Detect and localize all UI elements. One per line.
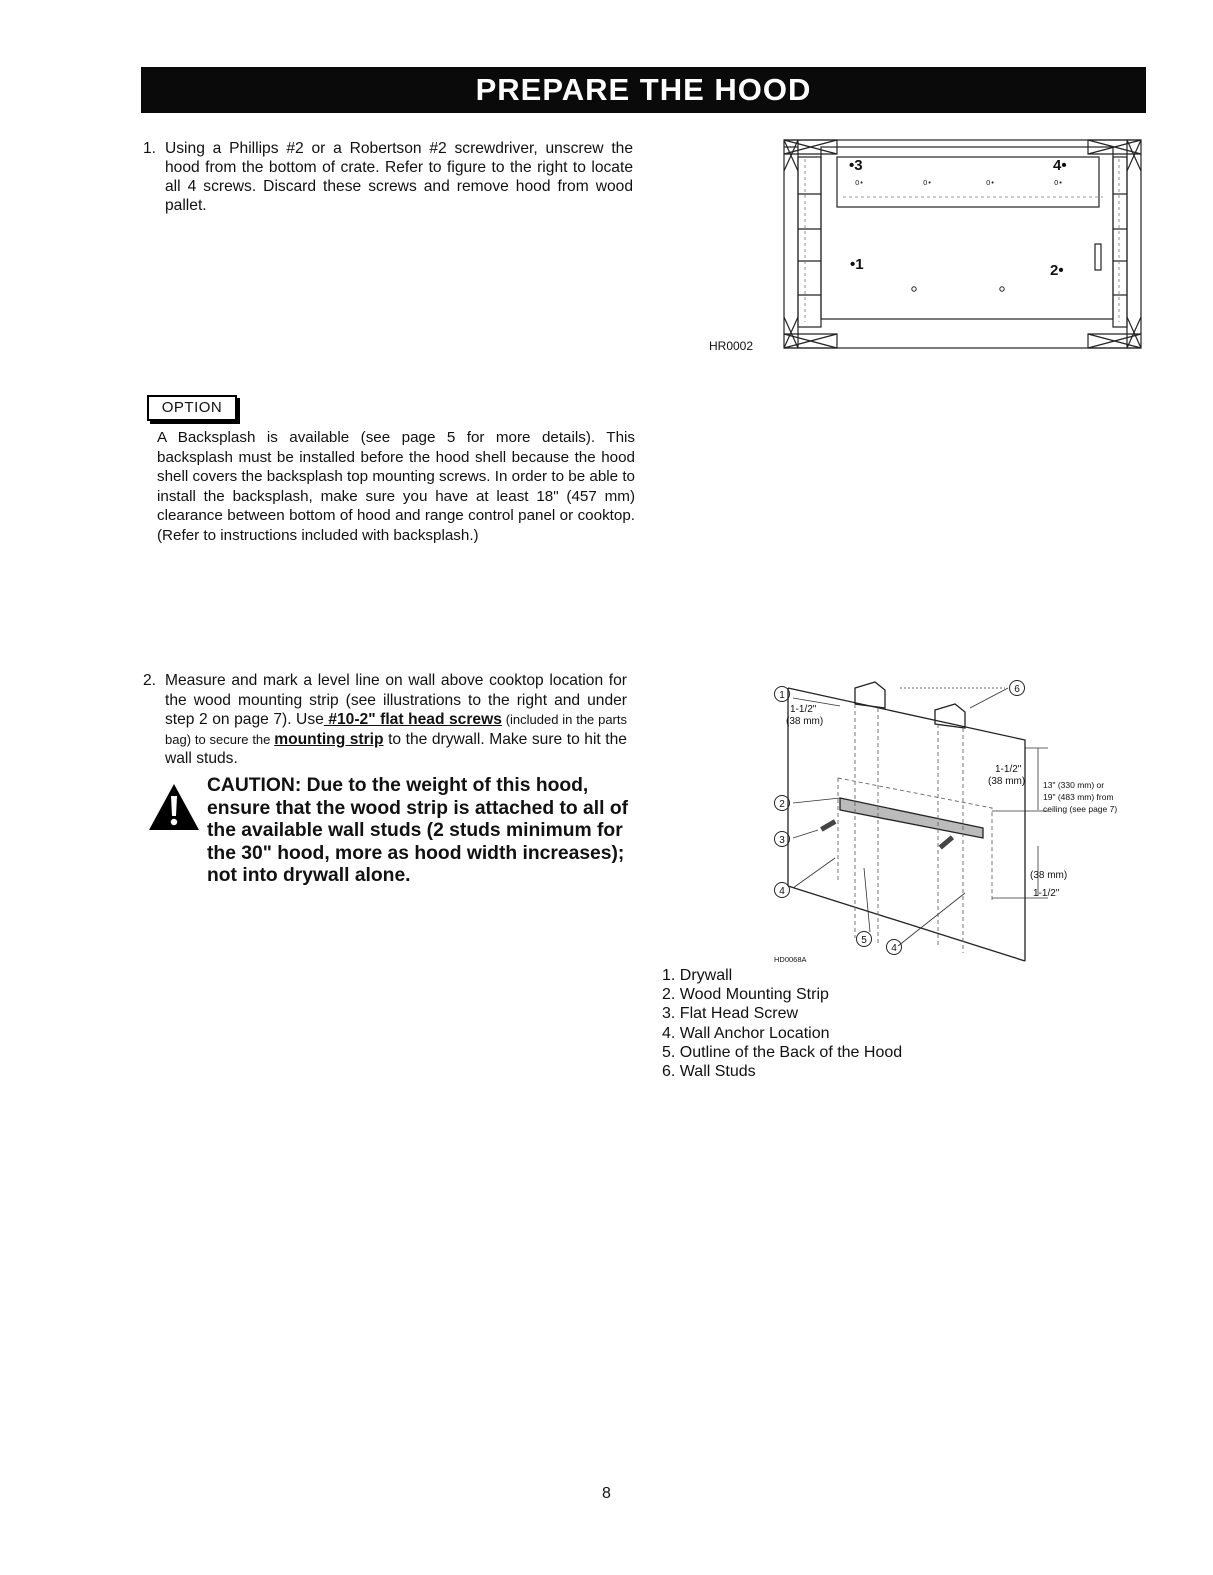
step-2 bbox=[143, 671, 627, 769]
dim-height-2: 19" (483 mm) from bbox=[1043, 792, 1114, 802]
callout-3: 3 bbox=[779, 835, 785, 846]
svg-text:0•: 0• bbox=[923, 179, 932, 187]
dim-bottom-right-1: 1-1/2" bbox=[1033, 888, 1060, 899]
callout-1: 1 bbox=[779, 690, 785, 701]
step-1 bbox=[143, 139, 633, 215]
svg-text:0•: 0• bbox=[855, 179, 864, 187]
screw-label-1: •1 bbox=[850, 256, 864, 273]
list-item: 2. Wood Mounting Strip bbox=[662, 986, 829, 1004]
dim-top-left-1: 1-1/2" bbox=[790, 704, 817, 715]
callout-2: 2 bbox=[779, 799, 785, 810]
list-item: 5. Outline of the Back of the Hood bbox=[662, 1043, 903, 1061]
option-text: A Backsplash is available (see page 5 for more details). This backsplash must be installed before the hood shell because the hood shell covers the backsplash top mounting screws. In order to be able to install the backsplash, make sure you have at least 18" (457 mm) clearance between bottom of hood and range control panel or cooktop. (Refer to instructions included with backsplash.) bbox=[157, 429, 635, 544]
page-number: 8 bbox=[602, 1485, 611, 1502]
dim-top-left-2: (38 mm) bbox=[786, 716, 824, 727]
option-badge: OPTION bbox=[147, 395, 237, 421]
dim-bottom-right-2: (38 mm) bbox=[1030, 870, 1068, 881]
svg-text:0•: 0• bbox=[986, 179, 995, 187]
callout-6: 6 bbox=[1014, 684, 1020, 695]
figure-code: HD0068A bbox=[774, 955, 807, 964]
callout-4b: 4 bbox=[891, 943, 897, 954]
wall-mounting-diagram bbox=[760, 668, 1155, 964]
list-item: 4. Wall Anchor Location bbox=[662, 1024, 830, 1042]
dim-height-1: 13" (330 mm) or bbox=[1043, 780, 1105, 790]
crate-figure bbox=[783, 137, 1143, 352]
step-text: Measure and mark a level line on wall above cooktop location for the wood mounting strip (see illustrations to the right and under step 2 on page 7). Use #10-2" flat head screws (included in the parts bag) to secure the mounting strip to the drywall. Make sure to hit the wall studs. bbox=[165, 672, 627, 767]
list-item: 3. Flat Head Screw bbox=[662, 1005, 799, 1023]
warning-triangle-icon bbox=[147, 782, 201, 832]
callout-5: 5 bbox=[861, 935, 867, 946]
list-item: 6. Wall Studs bbox=[662, 1063, 756, 1081]
screw-label-2: 2• bbox=[1050, 262, 1064, 279]
list-item: 1. Drywall bbox=[662, 967, 733, 984]
step-text: Using a Phillips #2 or a Robertson #2 screwdriver, unscrew the hood from the bottom of crate. Refer to figure to the right to locate all 4 screws. Discard these screws and remove hood from wood pallet. bbox=[165, 140, 633, 214]
caution-text: CAUTION: Due to the weight of this hood, ensure that the wood strip is attached to all of the available wall studs (2 studs minimum for the 30" hood, more as hood width increases); not into drywall alone. bbox=[207, 775, 629, 886]
dim-height-3: ceiling (see page 7) bbox=[1043, 804, 1118, 814]
screw-label-3: •3 bbox=[849, 157, 863, 174]
step-number: 1. bbox=[143, 140, 157, 157]
figure-code: HR0002 bbox=[709, 339, 754, 353]
step-number: 2. bbox=[143, 672, 157, 689]
page-title: PREPARE THE HOOD bbox=[141, 67, 1146, 113]
svg-text:0•: 0• bbox=[1054, 179, 1063, 187]
dim-top-right-2: (38 mm) bbox=[988, 776, 1026, 787]
screw-label-4: 4• bbox=[1053, 157, 1067, 174]
figure-legend bbox=[662, 966, 902, 1081]
dim-top-right-1: 1-1/2" bbox=[995, 764, 1022, 775]
callout-4: 4 bbox=[779, 886, 785, 897]
